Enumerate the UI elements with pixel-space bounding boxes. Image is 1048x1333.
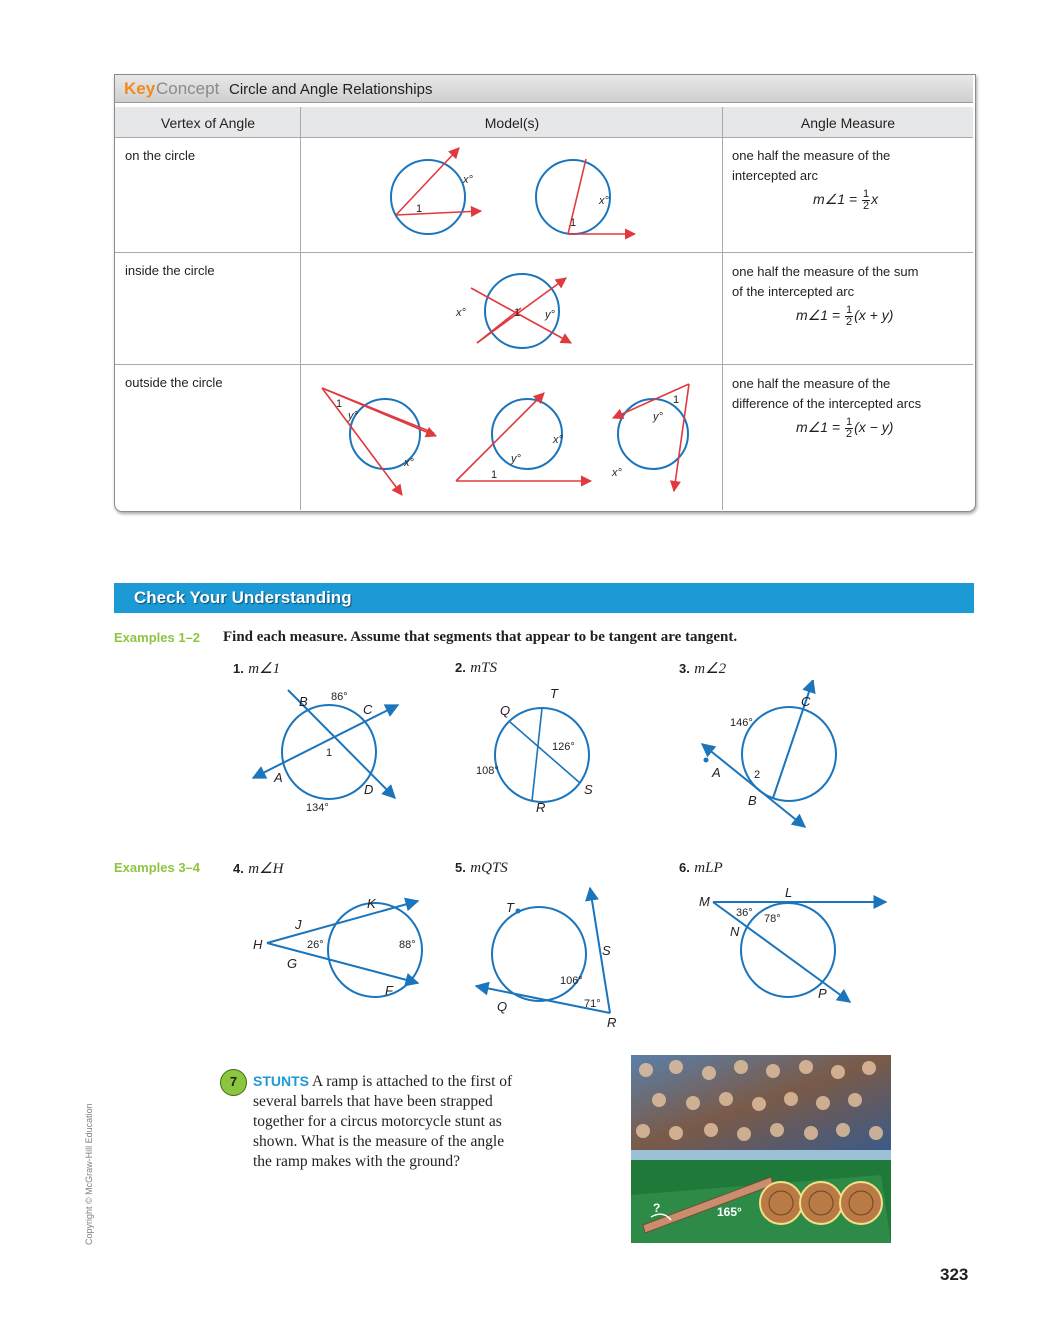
fig4-label-H: H	[253, 937, 263, 952]
measure-text-line: one half the measure of the	[732, 376, 891, 391]
fig2-arc-108: 108°	[476, 765, 499, 777]
question-text: mTS	[470, 660, 497, 676]
measure-text-line: difference of the intercepted arcs	[732, 396, 922, 411]
fig6-arc-78: 78°	[764, 913, 781, 925]
question-3	[679, 659, 726, 678]
fraction-denominator: 2	[845, 316, 853, 328]
key-concept-tag-concept: Concept	[156, 79, 220, 98]
question-text: m∠H	[248, 861, 284, 877]
problem-line: several barrels that have been strapped	[253, 1093, 493, 1110]
column-header-models: Model(s)	[484, 115, 540, 131]
fraction-one-half	[845, 417, 853, 440]
problem-number-badge	[220, 1069, 247, 1096]
formula-lhs: m∠1 =	[796, 419, 841, 436]
row-measure-text	[732, 262, 918, 302]
label-1: 1	[673, 394, 680, 406]
fig4-label-F: F	[385, 983, 393, 998]
formula-rhs: (x − y)	[854, 419, 894, 436]
question-text: mQTS	[470, 860, 508, 876]
label-x: x°	[404, 457, 414, 469]
formula-lhs: m∠1 =	[796, 307, 841, 324]
formula-rhs: (x + y)	[854, 307, 894, 324]
fraction-one-half	[845, 305, 853, 328]
row-measure-text	[732, 374, 921, 414]
fraction-numerator: 1	[862, 188, 870, 200]
fig4-label-K: K	[367, 896, 376, 911]
fig2-label-Q: Q	[500, 703, 511, 718]
fig4-label-G: G	[287, 956, 298, 971]
fig5-label-T: T	[506, 900, 514, 915]
question-1	[233, 659, 280, 678]
fig1-angle-1: 1	[326, 747, 333, 759]
question-number: 5.	[455, 860, 466, 875]
copyright-text: Copyright © McGraw-Hill Education	[84, 1103, 94, 1245]
label-1: 1	[491, 469, 498, 481]
fig2-label-S: S	[584, 782, 593, 797]
fig2-label-T: T	[550, 686, 558, 701]
fig6-label-L: L	[785, 885, 793, 900]
label-y: y°	[348, 410, 358, 422]
fig1-label-B: B	[299, 694, 308, 709]
fig6-label-M: M	[699, 894, 710, 909]
page-number: 323	[940, 1265, 969, 1284]
measure-text-line: of the intercepted arc	[732, 284, 855, 299]
fig5-arc-106: 106°	[560, 975, 583, 987]
question-text: m∠2	[694, 661, 727, 677]
row-vertex-on-circle: on the circle	[125, 148, 196, 163]
key-concept-tag-key: Key	[124, 79, 156, 98]
fig3-arc-146: 146°	[730, 717, 753, 729]
problem-number: 7	[229, 1074, 238, 1089]
fig4-arc-88: 88°	[399, 939, 416, 951]
stunt-photo	[631, 1055, 891, 1243]
problem-label: STUNTS	[253, 1073, 309, 1089]
fig5-label-S: S	[602, 943, 611, 958]
formula-rhs: x	[871, 191, 879, 208]
formula-lhs: m∠1 =	[813, 191, 858, 208]
formula-outside-circle	[796, 417, 893, 440]
fig5-label-Q: Q	[497, 999, 508, 1014]
key-concept-box	[114, 74, 976, 512]
fraction-denominator: 2	[862, 200, 870, 212]
fig5-label-R: R	[607, 1015, 617, 1030]
key-concept-title: Circle and Angle Relationships	[229, 81, 433, 98]
row-vertex-inside-circle: inside the circle	[125, 263, 215, 278]
examples-label: Examples 3–4	[114, 860, 201, 875]
fig3-label-C: C	[801, 694, 811, 709]
problem-7-text	[253, 1071, 583, 1172]
check-understanding-banner	[114, 583, 974, 613]
exercise-figures	[240, 680, 940, 1040]
key-concept-header	[115, 75, 973, 103]
question-number: 2.	[455, 660, 466, 675]
photo-unknown-label: ?	[653, 1201, 661, 1215]
models-diagram	[301, 138, 722, 510]
problem-line	[253, 1071, 583, 1092]
fig4-label-J: J	[295, 917, 302, 932]
problem-line-text: A ramp is attached to the first of	[312, 1073, 513, 1090]
label-y: y°	[511, 453, 521, 465]
formula-on-circle	[813, 189, 878, 212]
fig1-arc-134: 134°	[306, 802, 329, 814]
label-y: y°	[653, 411, 663, 423]
question-number: 4.	[233, 861, 244, 876]
fraction-denominator: 2	[845, 428, 853, 440]
fig1-arc-86: 86°	[331, 691, 348, 703]
question-text: mLP	[694, 860, 723, 876]
question-number: 3.	[679, 661, 690, 676]
photo-angle-label: 165°	[717, 1205, 742, 1219]
label-1: 1	[416, 203, 423, 215]
formula-inside-circle	[796, 305, 893, 328]
fig3-label-A: A	[712, 765, 721, 780]
fig2-label-R: R	[536, 800, 546, 815]
fraction-numerator: 1	[845, 304, 853, 316]
label-x: x°	[463, 174, 473, 186]
problem-line: the ramp makes with the ground?	[253, 1153, 461, 1170]
label-x: x°	[553, 434, 563, 446]
label-x: x°	[612, 467, 622, 479]
fig6-label-P: P	[818, 986, 827, 1001]
fig1-label-A: A	[274, 770, 283, 785]
fraction-one-half	[862, 189, 870, 212]
column-header-vertex: Vertex of Angle	[160, 115, 256, 131]
fig5-angle-71: 71°	[584, 998, 601, 1010]
label-x: x°	[599, 195, 609, 207]
label-y: y°	[545, 309, 555, 321]
label-1: 1	[570, 217, 577, 229]
problem-line: together for a circus motorcycle stunt as	[253, 1113, 502, 1130]
label-1: 1	[336, 398, 343, 410]
column-divider	[722, 107, 723, 510]
question-number: 6.	[679, 860, 690, 875]
fig3-label-B: B	[748, 793, 757, 808]
examples-label: Examples 1–2	[114, 630, 201, 645]
fig1-label-D: D	[364, 782, 374, 797]
fig1-label-C: C	[363, 702, 373, 717]
label-x: x°	[456, 307, 466, 319]
check-understanding-title: Check Your Understanding	[134, 588, 352, 607]
instruction-text: Find each measure. Assume that segments that appear to be tangent are tangent.	[223, 629, 738, 645]
question-2	[455, 659, 497, 677]
question-text: m∠1	[248, 661, 281, 677]
row-measure-text	[732, 146, 890, 186]
measure-text-line: one half the measure of the sum	[732, 264, 919, 279]
label-1: 1	[514, 307, 521, 319]
question-number: 1.	[233, 661, 244, 676]
fraction-numerator: 1	[845, 416, 853, 428]
model-labels	[336, 174, 679, 481]
measure-text-line: one half the measure of the	[732, 148, 891, 163]
column-header-measure: Angle Measure	[800, 115, 896, 131]
fig6-label-N: N	[730, 924, 740, 939]
measure-text-line: intercepted arc	[732, 168, 818, 183]
fig6-angle-36: 36°	[736, 907, 753, 919]
problem-line: shown. What is the measure of the angle	[253, 1133, 505, 1150]
row-vertex-outside-circle: outside the circle	[125, 375, 223, 390]
fig4-arc-26: 26°	[307, 939, 324, 951]
fig3-angle-2: 2	[754, 769, 761, 781]
fig2-arc-126: 126°	[552, 741, 575, 753]
